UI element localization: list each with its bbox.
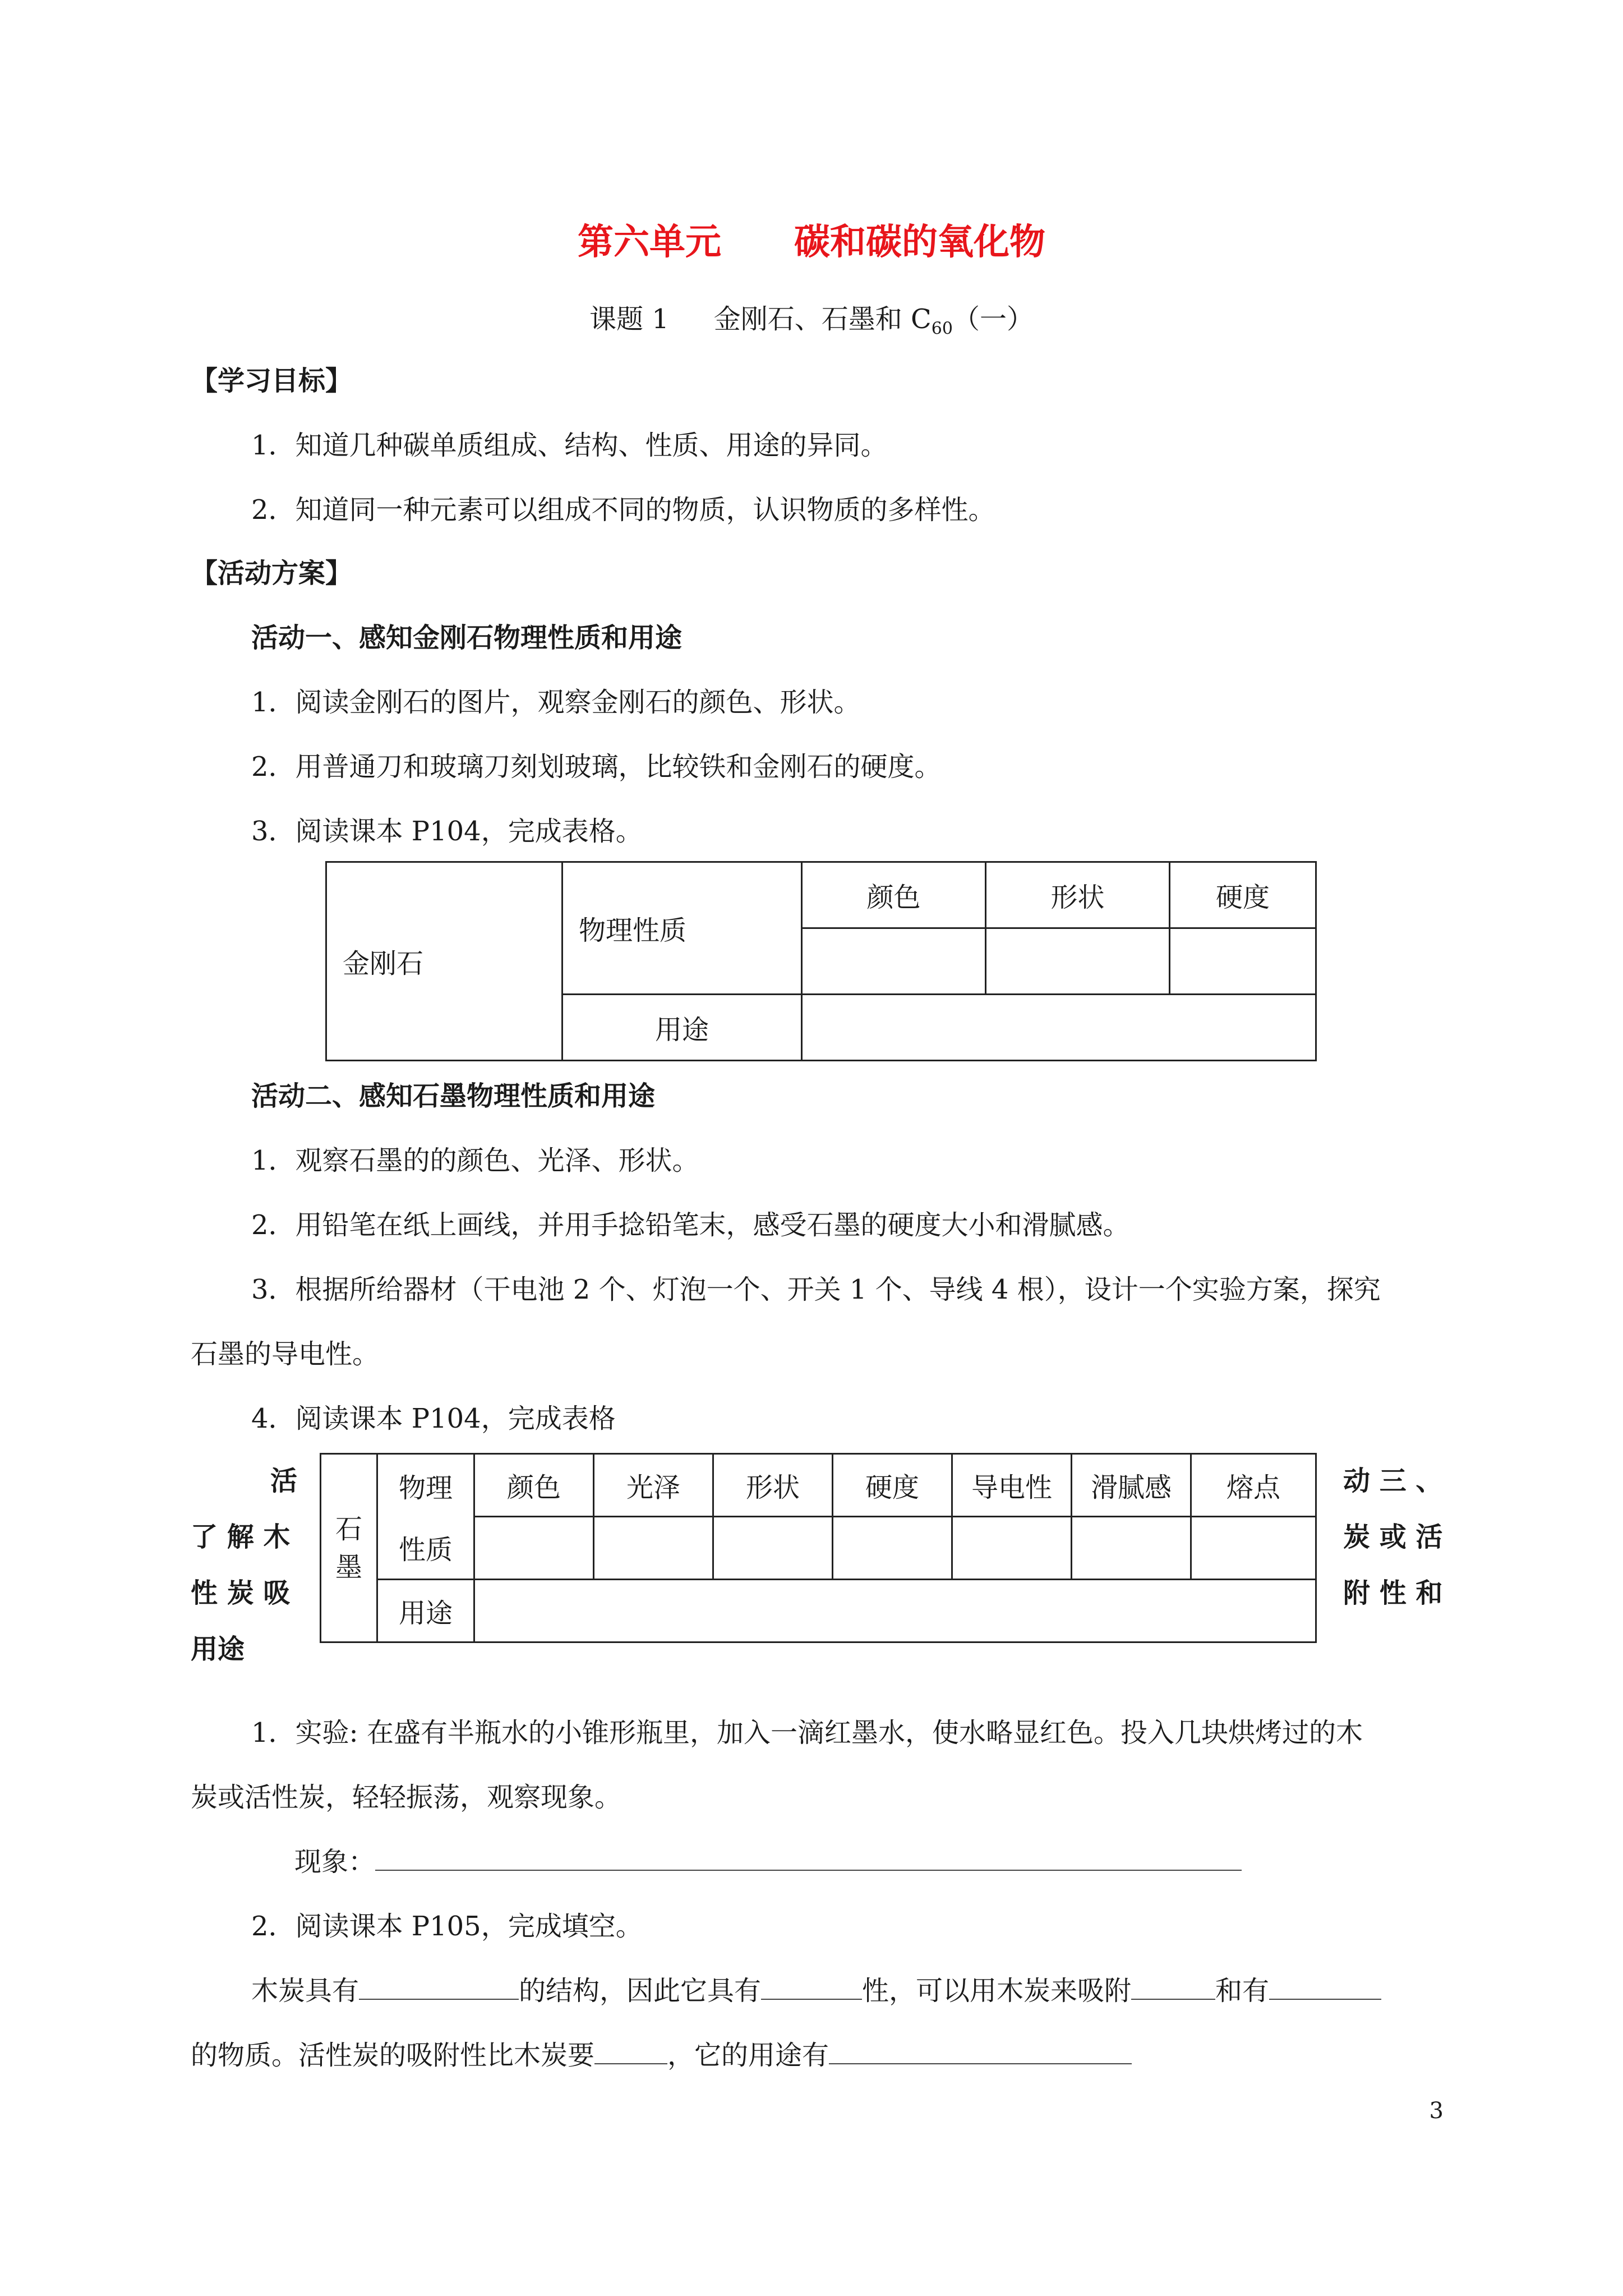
fill-blank-property[interactable]: [761, 1974, 862, 2000]
diamond-name: 金刚石: [343, 948, 424, 979]
graphite-phys-label-top: 物理: [377, 1454, 474, 1517]
fill-text: 木炭具有: [251, 1975, 359, 2007]
objective-item: 2．知道同一种元素可以组成不同的物质，认识物质的多样性。: [251, 494, 995, 526]
graphite-blank-cell[interactable]: [713, 1517, 833, 1580]
graphite-header-cell: 滑腻感: [1072, 1454, 1191, 1517]
activity2-item: 2．用铅笔在纸上画线，并用手捻铅笔末，感受石墨的硬度大小和滑腻感。: [251, 1209, 1130, 1241]
graphite-name-cell: [321, 1454, 377, 1642]
graphite-blank-cell[interactable]: [833, 1517, 952, 1580]
diamond-phys-label: 物理性质: [579, 915, 687, 946]
activity3-experiment-line: 1．实验: 在盛有半瓶水的小锥形瓶里，加入一滴红墨水，使水略显红色。投入几块烘烤过的木: [251, 1717, 1363, 1749]
graphite-header-cell: 光泽: [594, 1454, 713, 1517]
phenomenon-row: [294, 1840, 1242, 1879]
graphite-name-char: 墨: [335, 1551, 362, 1583]
activity3-right-line: 动 三 、: [1343, 1465, 1443, 1497]
activity3-right-line: 炭 或 活: [1343, 1521, 1443, 1553]
graphite-name-char: 石: [335, 1513, 362, 1545]
unit-name: 碳和碳的氧化物: [794, 222, 1045, 263]
graphite-header-cell: 导电性: [952, 1454, 1072, 1517]
lesson-number: 课题 1: [589, 303, 669, 335]
diamond-blank-cell[interactable]: [1170, 928, 1316, 995]
fill-blank-structure[interactable]: [359, 1974, 519, 2000]
graphite-blank-cell[interactable]: [1191, 1517, 1316, 1580]
lesson-suffix: （一）: [952, 303, 1034, 335]
graphite-blank-cell[interactable]: [474, 1517, 594, 1580]
activity3-right-text: [1343, 1453, 1444, 1621]
fill-text: 性，可以用木炭来吸附: [862, 1975, 1132, 2007]
plan-heading: 【活动方案】: [191, 558, 353, 589]
page-number: 3: [1429, 2098, 1444, 2124]
graphite-blank-cell[interactable]: [952, 1517, 1072, 1580]
diamond-table: [325, 861, 1317, 1061]
phenomenon-label: 现象：: [294, 1846, 376, 1878]
activity3-left-line: 了 解 木: [191, 1521, 291, 1553]
activity3-left-line: 性 炭 吸: [191, 1577, 291, 1609]
graphite-header-cell: 熔点: [1191, 1454, 1316, 1517]
activity2-item: 3．根据所给器材（干电池 2 个、灯泡一个、开关 1 个、导线 4 根），设计一个实验方案，探究: [251, 1274, 1381, 1305]
graphite-header-cell: 形状: [713, 1454, 833, 1517]
diamond-blank-cell[interactable]: [986, 928, 1170, 995]
unit-number: 第六单元: [578, 222, 721, 263]
activity3-left-text: [191, 1453, 303, 1677]
activity2-title: 活动二、感知石墨物理性质和用途: [251, 1080, 656, 1112]
fill-text: 的物质。活性炭的吸附性比木炭要: [191, 2040, 595, 2071]
diamond-phys-label-cell: [562, 862, 802, 995]
activity2-item: 4．阅读课本 P104，完成表格: [251, 1403, 616, 1434]
activity1-item: 1．阅读金刚石的图片，观察金刚石的颜色、形状。: [251, 687, 861, 718]
diamond-use-label: 用途: [562, 995, 802, 1061]
graphite-blank-cell[interactable]: [594, 1517, 713, 1580]
graphite-use-blank[interactable]: [474, 1580, 1316, 1642]
activity1-item: 3．阅读课本 P104，完成表格。: [251, 816, 643, 847]
activity1-title: 活动一、感知金刚石物理性质和用途: [251, 622, 683, 654]
activity3-item: 2．阅读课本 P105，完成填空。: [251, 1911, 643, 1942]
diamond-blank-cell[interactable]: [802, 928, 986, 995]
activity2-item-cont: 石墨的导电性。: [191, 1338, 380, 1370]
fill-line-1: [251, 1969, 1381, 2008]
activity3-right-line: 附 性 和: [1343, 1577, 1443, 1609]
fill-text: ，它的用途有: [667, 2040, 829, 2071]
fill-blank-compare[interactable]: [594, 2039, 667, 2064]
objective-item: 1．知道几种碳单质组成、结构、性质、用途的异同。: [251, 430, 888, 461]
diamond-name-cell: [326, 862, 562, 1061]
fill-blank-substance[interactable]: [1269, 1974, 1381, 2000]
fill-text: 和有: [1215, 1975, 1270, 2007]
graphite-header-cell: 颜色: [474, 1454, 594, 1517]
diamond-header-cell: 硬度: [1170, 862, 1316, 928]
activity1-item: 2．用普通刀和玻璃刀刻划玻璃，比较铁和金刚石的硬度。: [251, 751, 942, 783]
graphite-header-cell: 硬度: [833, 1454, 952, 1517]
lesson-title: [0, 297, 1623, 339]
unit-title: [0, 213, 1623, 265]
diamond-header-cell: 颜色: [802, 862, 986, 928]
lesson-name: 金刚石、石墨和 C: [713, 303, 932, 335]
lesson-subscript: 60: [931, 319, 953, 339]
activity2-item: 1．观察石墨的的颜色、光泽、形状。: [251, 1145, 699, 1176]
graphite-table: [320, 1453, 1317, 1643]
activity3-left-line: 用途: [191, 1634, 245, 1665]
graphite-blank-cell[interactable]: [1072, 1517, 1191, 1580]
diamond-header-cell: 形状: [986, 862, 1170, 928]
activity3-experiment-line: 炭或活性炭，轻轻振荡，观察现象。: [191, 1782, 622, 1813]
fill-line-2: [191, 2033, 1132, 2072]
objectives-heading: 【学习目标】: [191, 365, 353, 397]
fill-blank-adsorb[interactable]: [1131, 1974, 1215, 2000]
graphite-use-label: 用途: [377, 1580, 474, 1642]
activity3-left-line: 活: [270, 1465, 297, 1497]
graphite-phys-label-bottom: 性质: [377, 1517, 474, 1580]
fill-blank-uses[interactable]: [829, 2039, 1132, 2064]
fill-text: 的结构，因此它具有: [519, 1975, 762, 2007]
diamond-use-blank[interactable]: [802, 995, 1316, 1061]
phenomenon-blank[interactable]: [375, 1845, 1242, 1871]
